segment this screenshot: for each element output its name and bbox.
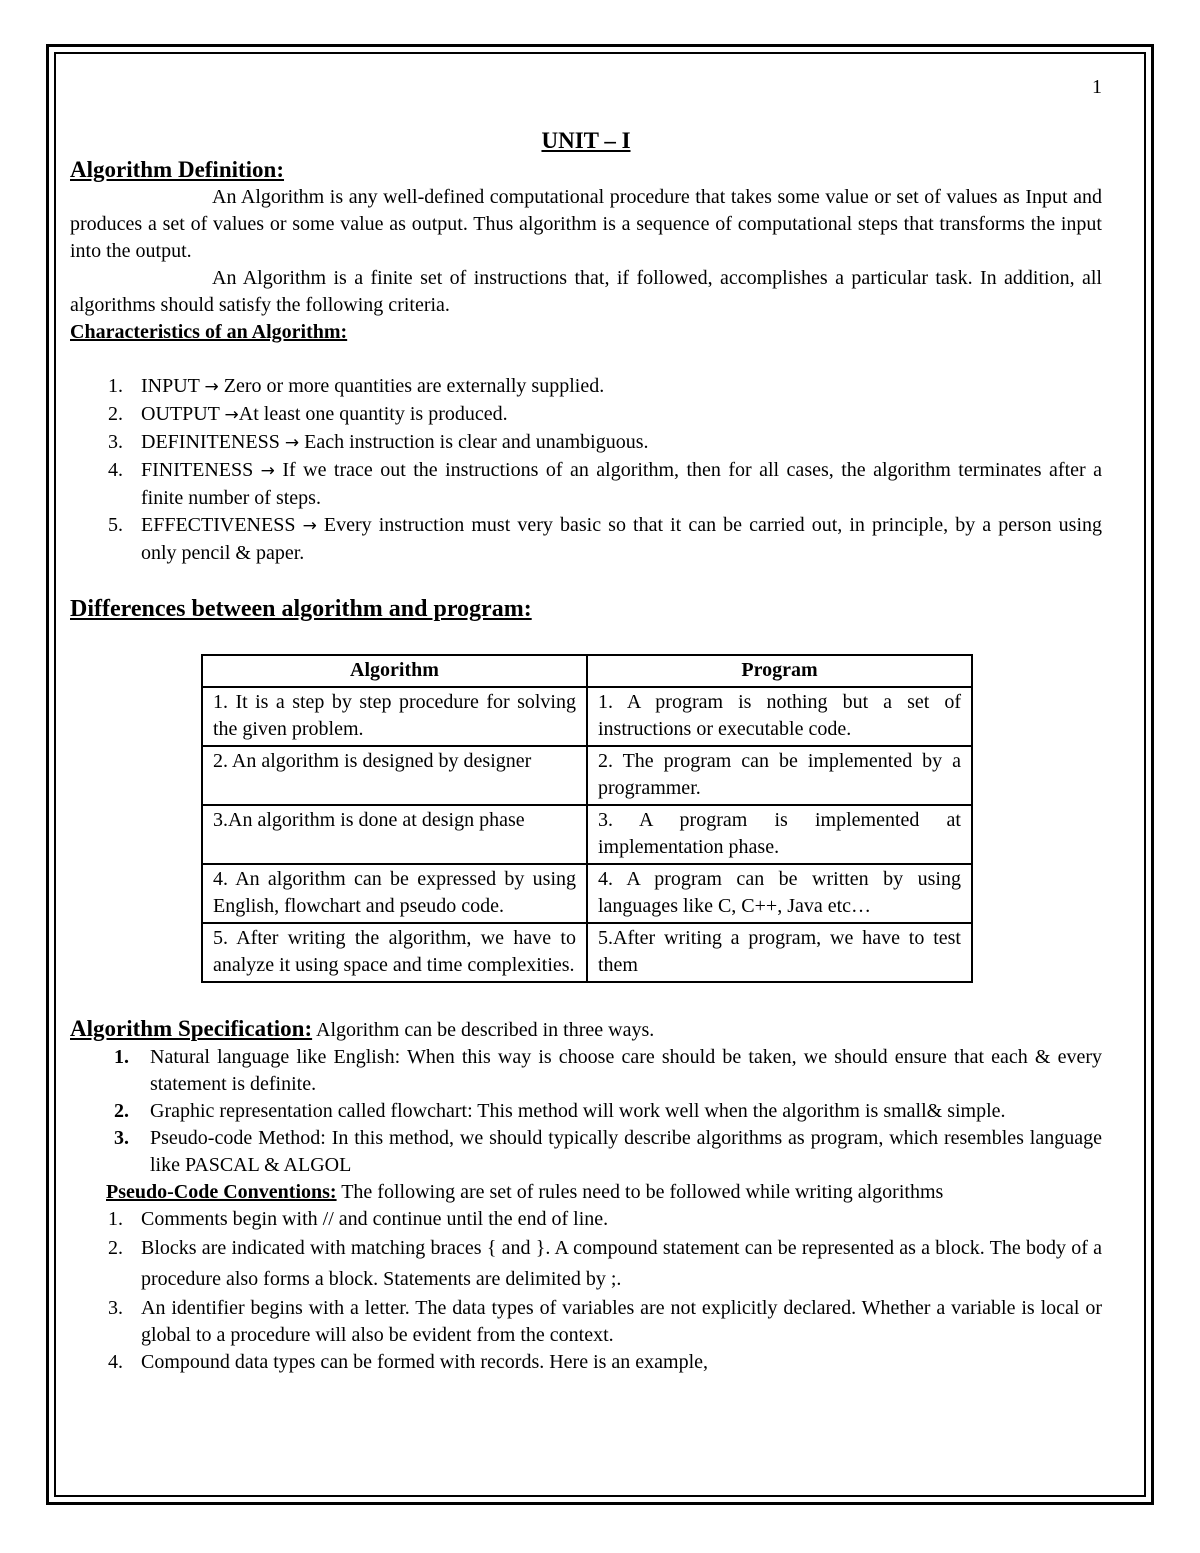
list-item-text: Compound data types can be formed with records. Here is an example, [141, 1351, 709, 1373]
list-item-number: 1. [108, 1208, 123, 1230]
arrow-icon: → [302, 516, 317, 536]
list-item-text: Graphic representation called flowchart: This method will work well when the algorithm is small& simple. [150, 1100, 1006, 1122]
list-item [70, 401, 1102, 429]
specification-heading: Algorithm Specification: [70, 1016, 313, 1041]
list-item-number: 2. [108, 1237, 123, 1259]
characteristics-heading: Characteristics of an Algorithm: [70, 321, 348, 343]
table-cell-program: 2. The program can be implemented by a programmer. [587, 746, 972, 805]
list-item-text: Blocks are indicated with matching braces { and }. A compound statement can be represented as a block. The body of a procedure also forms a block. Statements are delimited by ;. [141, 1237, 1102, 1290]
table-cell-algorithm: 4. An algorithm can be expressed by using English, flowchart and pseudo code. [202, 864, 587, 923]
list-item-number: 2. [114, 1100, 129, 1122]
list-item-number: 3. [108, 1297, 123, 1319]
list-item-term: EFFECTIVENESS [141, 514, 303, 536]
list-item-number: 1. [114, 1046, 129, 1068]
pseudo-code-section [70, 1179, 1102, 1206]
arrow-icon: → [260, 461, 275, 481]
definition-heading: Algorithm Definition: [70, 157, 285, 182]
pseudo-code-list [70, 1206, 1102, 1376]
specification-intro: Algorithm can be described in three ways. [312, 1019, 655, 1041]
table-row [202, 746, 972, 805]
page-number: 1 [1092, 76, 1102, 98]
list-item-number: 3. [114, 1127, 129, 1149]
specification-section [70, 1015, 1102, 1044]
list-item-text: At least one quantity is produced. [238, 403, 508, 425]
arrow-icon: → [284, 433, 300, 453]
table-cell-program: 1. A program is nothing but a set of instructions or executable code. [587, 687, 972, 746]
list-item-term: FINITENESS [141, 459, 261, 481]
list-item-term: OUTPUT [141, 403, 225, 425]
list-item-text: Every instruction must very basic so that it can be carried out, in principle, by a person using only pencil & paper. [141, 514, 1102, 564]
list-item [70, 429, 1102, 457]
list-item [70, 512, 1102, 567]
definition-para-2: An Algorithm is a finite set of instructions that, if followed, accomplishes a particular task. In addition, all algorithms should satisfy the following criteria. [70, 267, 1102, 316]
list-item-term: INPUT [141, 375, 205, 397]
column-header-program: Program [587, 655, 972, 687]
table-cell-program: 3. A program is implemented at implementation phase. [587, 805, 972, 864]
table-cell-algorithm: 1. It is a step by step procedure for solving the given problem. [202, 687, 587, 746]
pseudo-code-heading: Pseudo-Code Conventions: [106, 1181, 337, 1203]
pseudo-code-intro: The following are set of rules need to be followed while writing algorithms [336, 1181, 944, 1203]
list-item-text: Comments begin with // and continue until the end of line. [141, 1208, 609, 1230]
table-row [202, 805, 972, 864]
list-item-term: DEFINITENESS [141, 431, 285, 453]
table-cell-algorithm: 5. After writing the algorithm, we have to analyze it using space and time complexities. [202, 923, 587, 982]
list-item [70, 1206, 1102, 1233]
differences-heading: Differences between algorithm and program: [70, 596, 532, 622]
list-item-number: 3. [108, 431, 123, 453]
list-item-number: 4. [108, 1351, 123, 1373]
list-item-text: If we trace out the instructions of an algorithm, then for all cases, the algorithm terminates after a finite number of steps. [141, 459, 1102, 509]
list-item-text: Natural language like English: When this way is choose care should be taken, we should ensure that each & every statement is definite. [150, 1046, 1102, 1095]
definition-para-1: An Algorithm is any well-defined computational procedure that takes some value or set of values as Input and produces a set of values or some value as output. Thus algorithm is a sequence of computational steps that transforms the input into the output. [70, 186, 1102, 262]
unit-title: UNIT – I [541, 128, 631, 153]
table-cell-program: 5.After writing a program, we have to test them [587, 923, 972, 982]
list-item [70, 1125, 1102, 1179]
characteristics-list [70, 373, 1102, 567]
list-item [70, 1295, 1102, 1349]
list-item-number: 4. [108, 459, 123, 481]
list-item-number: 2. [108, 403, 123, 425]
table-row [202, 923, 972, 982]
list-item [70, 1044, 1102, 1098]
table-row [202, 687, 972, 746]
column-header-algorithm: Algorithm [202, 655, 587, 687]
list-item-text: Each instruction is clear and unambiguous. [299, 431, 649, 453]
page-content [70, 70, 1102, 1376]
differences-table [201, 654, 973, 983]
list-item-number: 5. [108, 514, 123, 536]
list-item-number: 1. [108, 375, 123, 397]
specification-list [70, 1044, 1102, 1179]
list-item [70, 373, 1102, 401]
list-item-text: Zero or more quantities are externally supplied. [218, 375, 605, 397]
list-item [70, 1233, 1102, 1295]
list-item [70, 1098, 1102, 1125]
arrow-icon: → [204, 377, 219, 397]
table-row [202, 864, 972, 923]
arrow-icon: → [224, 405, 239, 425]
table-cell-algorithm: 3.An algorithm is done at design phase [202, 805, 587, 864]
table-cell-program: 4. A program can be written by using languages like C, C++, Java etc… [587, 864, 972, 923]
table-cell-algorithm: 2. An algorithm is designed by designer [202, 746, 587, 805]
table-header-row [202, 655, 972, 687]
list-item [70, 457, 1102, 512]
list-item-text: An identifier begins with a letter. The data types of variables are not explicitly declared. Whether a variable is local or global to a procedure will also be evident from the context. [141, 1297, 1102, 1346]
list-item [70, 1349, 1102, 1376]
list-item-text: Pseudo-code Method: In this method, we should typically describe algorithms as program, which resembles language like PASCAL & ALGOL [150, 1127, 1102, 1176]
